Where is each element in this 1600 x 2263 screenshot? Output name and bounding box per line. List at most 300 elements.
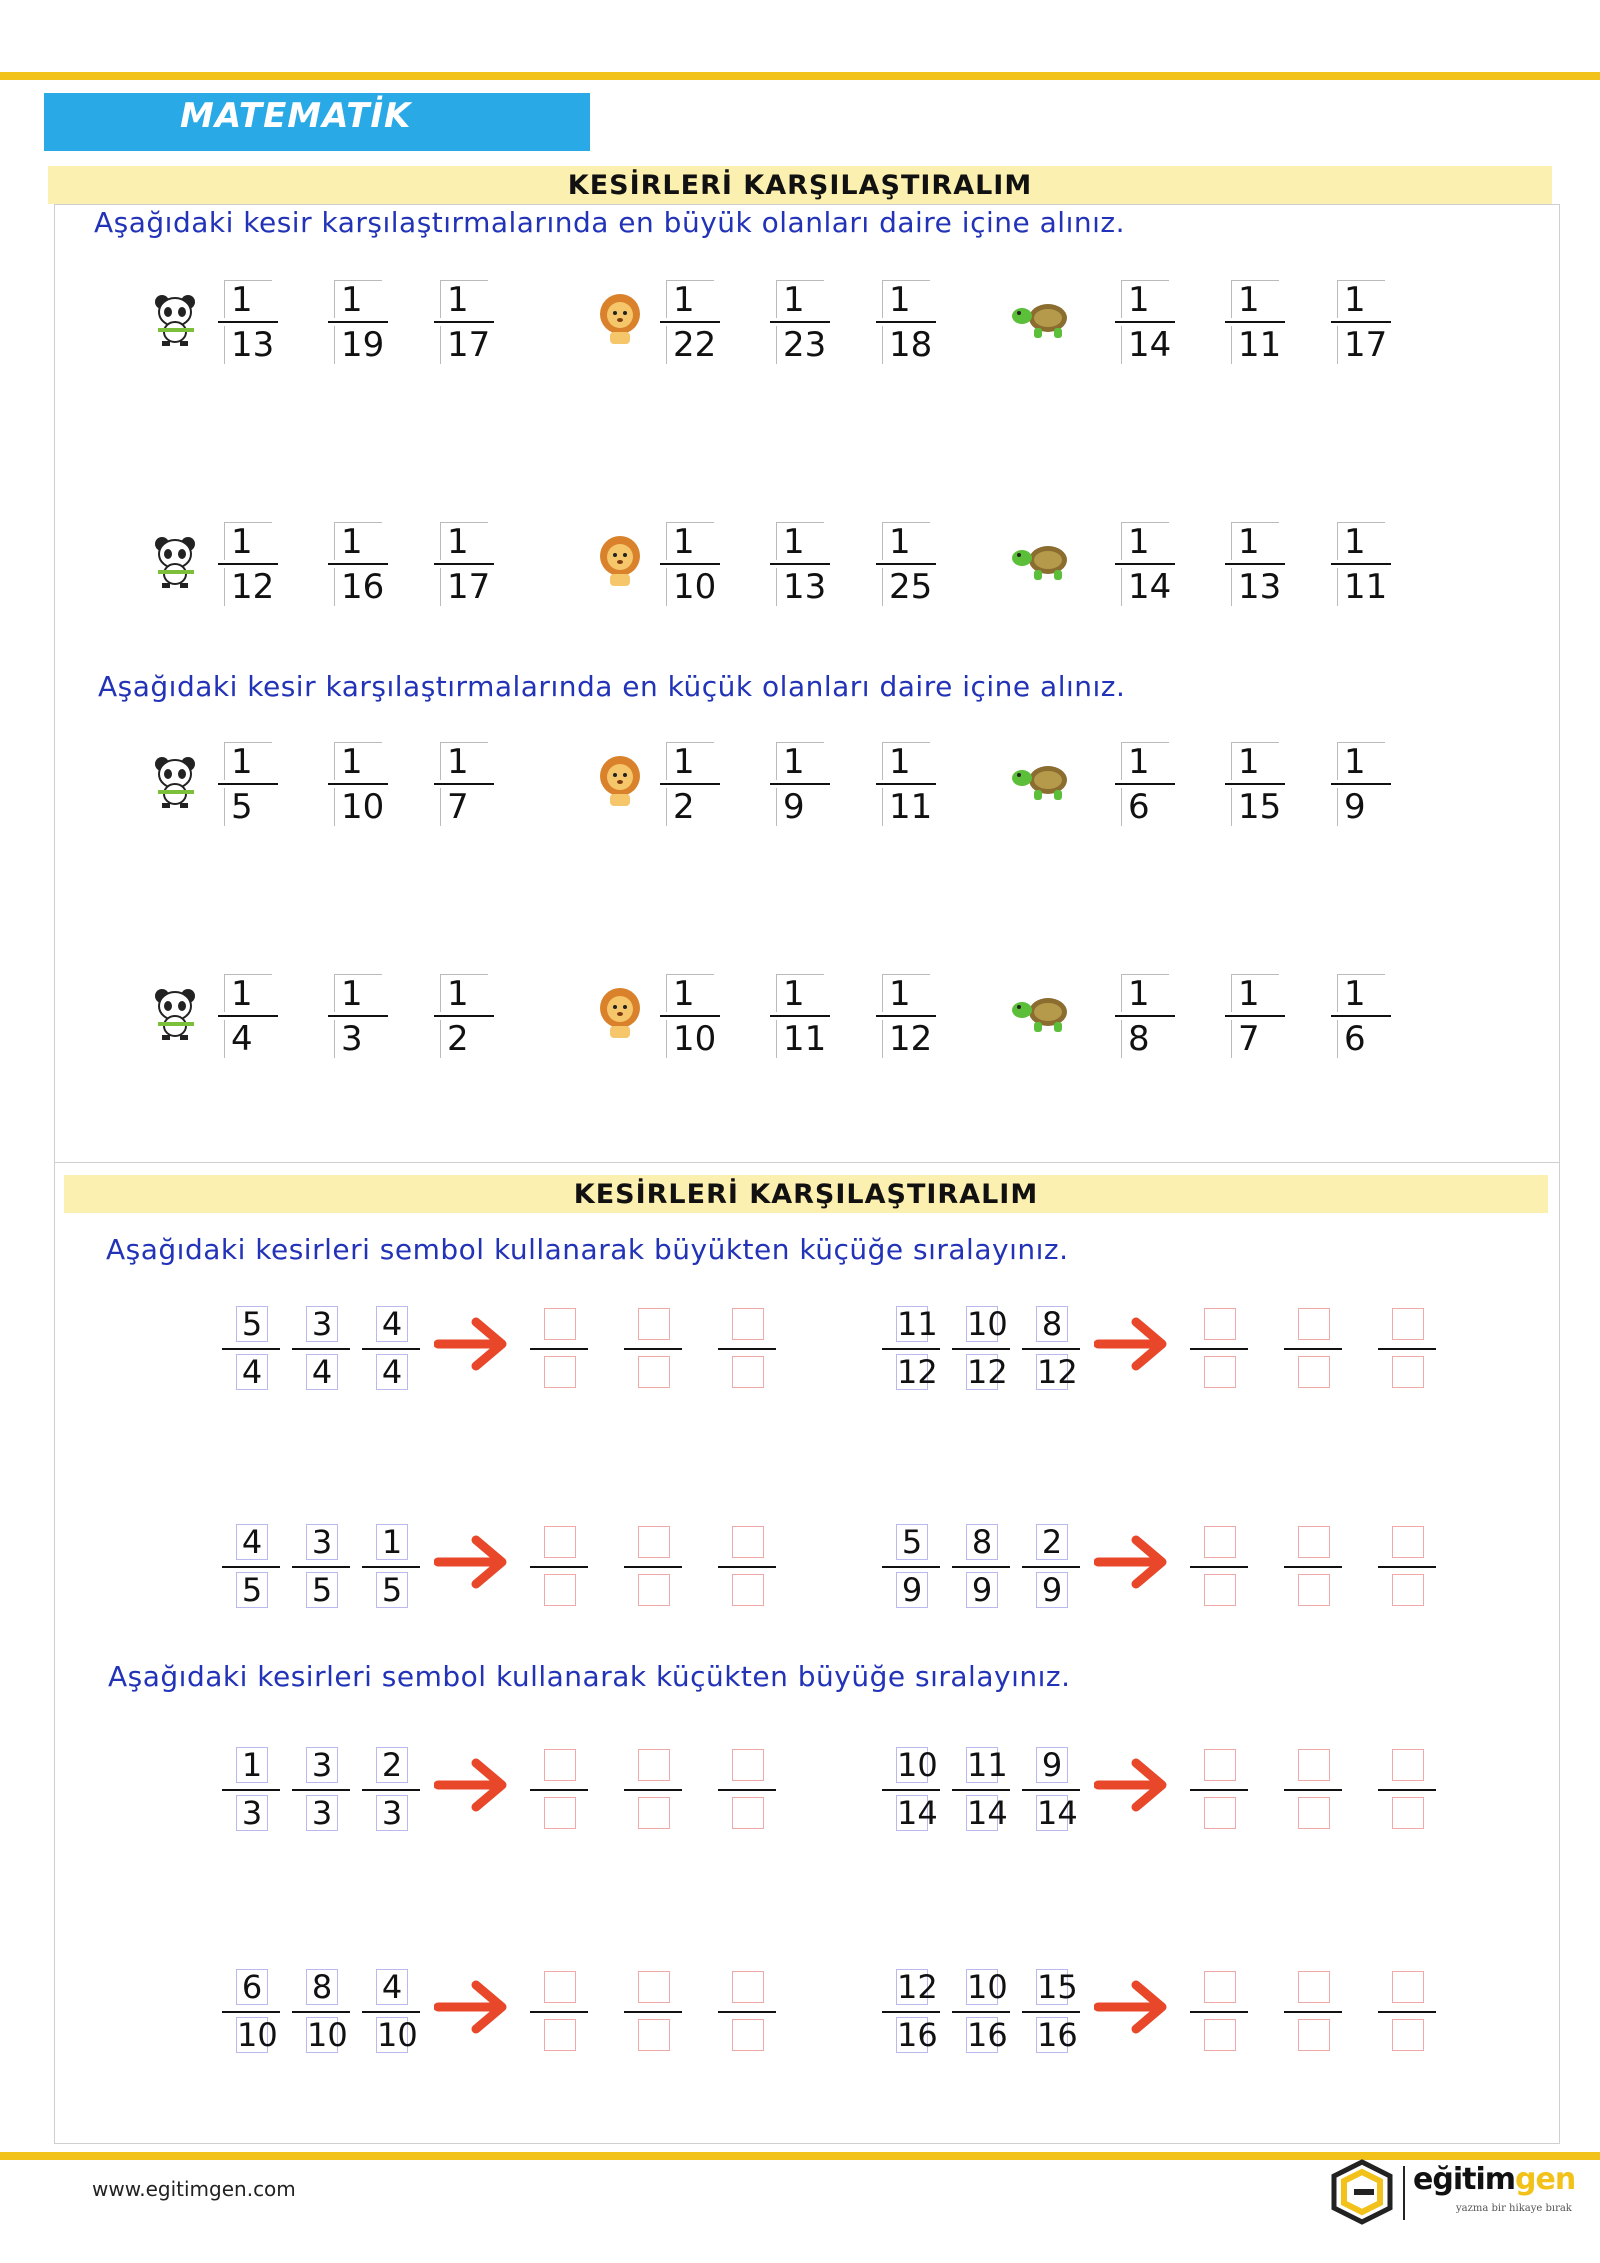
instruction-largest: Aşağıdaki kesir karşılaştırmalarında en büyük olanları daire içine alınız. [94, 206, 1125, 239]
turtle-icon [1010, 750, 1070, 810]
answer-fraction[interactable] [1378, 1304, 1436, 1392]
answer-numerator-box[interactable] [1204, 1971, 1236, 2003]
fraction[interactable] [1225, 972, 1285, 1060]
answer-numerator-box[interactable] [638, 1971, 670, 2003]
answer-denominator-box[interactable] [1298, 1574, 1330, 1606]
numerator: 10 [897, 1746, 938, 1784]
answer-numerator-box[interactable] [1392, 1526, 1424, 1558]
answer-numerator-box[interactable] [1298, 1971, 1330, 2003]
fraction-bar [882, 1348, 940, 1350]
denominator: 18 [882, 326, 930, 364]
fraction [1022, 1967, 1080, 2055]
arrow-right-icon [1094, 1314, 1170, 1374]
answer-numerator-box[interactable] [732, 1526, 764, 1558]
answer-numerator-box[interactable] [1298, 1308, 1330, 1340]
numerator: 1 [776, 280, 824, 318]
denominator: 4 [306, 1354, 338, 1390]
fraction [292, 1967, 350, 2055]
answer-numerator-box[interactable] [1298, 1526, 1330, 1558]
denominator: 17 [1337, 326, 1385, 364]
answer-fraction[interactable] [718, 1522, 776, 1610]
answer-fraction[interactable] [718, 1967, 776, 2055]
fraction [1022, 1304, 1080, 1392]
answer-fraction[interactable] [530, 1967, 588, 2055]
turtle-icon [1010, 982, 1070, 1042]
numerator: 10 [967, 1968, 1008, 2006]
answer-numerator-box[interactable] [732, 1749, 764, 1781]
denominator: 10 [334, 788, 382, 826]
fraction-bar [882, 1566, 940, 1568]
fraction[interactable] [218, 740, 278, 828]
fraction-bar [770, 321, 830, 323]
answer-denominator-box[interactable] [1204, 2019, 1236, 2051]
fraction [882, 1745, 940, 1833]
answer-numerator-box[interactable] [1204, 1308, 1236, 1340]
numerator: 1 [376, 1524, 408, 1560]
denominator: 19 [334, 326, 382, 364]
fraction[interactable] [434, 278, 494, 366]
numerator: 1 [224, 742, 272, 780]
fraction-bar [718, 1566, 776, 1568]
numerator: 1 [440, 280, 488, 318]
denominator: 16 [1037, 2016, 1078, 2054]
answer-fraction[interactable] [718, 1304, 776, 1392]
denominator: 13 [1231, 568, 1279, 606]
answer-fraction[interactable] [624, 1745, 682, 1833]
fraction-bar [328, 783, 388, 785]
denominator: 14 [967, 1794, 1008, 1832]
answer-fraction[interactable] [1284, 1967, 1342, 2055]
numerator: 1 [1231, 974, 1279, 1012]
numerator: 12 [897, 1968, 938, 2006]
fraction[interactable] [328, 520, 388, 608]
fraction-bar [218, 783, 278, 785]
fraction-bar [1190, 1789, 1248, 1791]
numerator: 4 [236, 1524, 268, 1560]
numerator: 1 [440, 742, 488, 780]
numerator: 1 [1337, 974, 1385, 1012]
fraction[interactable] [218, 972, 278, 1060]
answer-fraction[interactable] [624, 1967, 682, 2055]
denominator: 14 [897, 1794, 938, 1832]
answer-denominator-box[interactable] [544, 1797, 576, 1829]
fraction-bar [1115, 783, 1175, 785]
arrow-right-icon [434, 1532, 510, 1592]
denominator: 10 [666, 1020, 714, 1058]
denominator: 5 [224, 788, 272, 826]
numerator: 1 [236, 1747, 268, 1783]
fraction-bar [1284, 2011, 1342, 2013]
answer-denominator-box[interactable] [1392, 2019, 1424, 2051]
fraction[interactable] [876, 972, 936, 1060]
answer-fraction[interactable] [624, 1522, 682, 1610]
answer-denominator-box[interactable] [1204, 1356, 1236, 1388]
denominator: 12 [224, 568, 272, 606]
fraction-bar [1378, 1566, 1436, 1568]
answer-denominator-box[interactable] [544, 2019, 576, 2051]
fraction-bar [1022, 1348, 1080, 1350]
fraction [1022, 1745, 1080, 1833]
answer-numerator-box[interactable] [1392, 1308, 1424, 1340]
fraction [222, 1967, 280, 2055]
denominator: 4 [224, 1020, 272, 1058]
fraction[interactable] [1225, 740, 1285, 828]
answer-denominator-box[interactable] [638, 1356, 670, 1388]
answer-fraction[interactable] [1378, 1967, 1436, 2055]
fraction-bar [292, 1566, 350, 1568]
denominator: 9 [1036, 1572, 1068, 1608]
numerator: 1 [1337, 742, 1385, 780]
answer-fraction[interactable] [530, 1304, 588, 1392]
fraction-bar [530, 1566, 588, 1568]
denominator: 9 [966, 1572, 998, 1608]
answer-fraction[interactable] [530, 1522, 588, 1610]
denominator: 23 [776, 326, 824, 364]
answer-denominator-box[interactable] [1392, 1574, 1424, 1606]
fraction-bar [876, 321, 936, 323]
section-2-title: KESİRLERİ KARŞILAŞTIRALIM [64, 1175, 1548, 1213]
denominator: 10 [237, 2016, 278, 2054]
numerator: 1 [334, 280, 382, 318]
fraction-bar [1284, 1789, 1342, 1791]
fraction-bar [1225, 783, 1285, 785]
fraction-bar [362, 1789, 420, 1791]
answer-numerator-box[interactable] [1298, 1749, 1330, 1781]
fraction-bar [952, 1789, 1010, 1791]
numerator: 8 [306, 1969, 338, 2005]
numerator: 8 [1036, 1306, 1068, 1342]
fraction-bar [952, 1348, 1010, 1350]
numerator: 1 [882, 974, 930, 1012]
fraction-bar [770, 1015, 830, 1017]
denominator: 14 [1121, 326, 1169, 364]
fraction[interactable] [660, 740, 720, 828]
numerator: 1 [334, 742, 382, 780]
subject-title: MATEMATİK [180, 96, 412, 136]
denominator: 10 [666, 568, 714, 606]
fraction[interactable] [328, 740, 388, 828]
denominator: 3 [306, 1795, 338, 1831]
answer-numerator-box[interactable] [732, 1308, 764, 1340]
fraction-bar [434, 1015, 494, 1017]
panda-icon [148, 530, 208, 590]
answer-denominator-box[interactable] [1298, 1797, 1330, 1829]
numerator: 1 [334, 522, 382, 560]
answer-denominator-box[interactable] [544, 1356, 576, 1388]
fraction [882, 1967, 940, 2055]
denominator: 9 [896, 1572, 928, 1608]
fraction[interactable] [1115, 740, 1175, 828]
fraction-bar [434, 783, 494, 785]
answer-fraction[interactable] [1284, 1522, 1342, 1610]
denominator: 9 [776, 788, 824, 826]
numerator: 1 [882, 742, 930, 780]
fraction [222, 1745, 280, 1833]
denominator: 12 [1037, 1353, 1078, 1391]
answer-denominator-box[interactable] [732, 1356, 764, 1388]
numerator: 1 [776, 522, 824, 560]
turtle-icon [1010, 288, 1070, 348]
numerator: 1 [1231, 280, 1279, 318]
fraction-bar [624, 1789, 682, 1791]
fraction[interactable] [328, 278, 388, 366]
fraction[interactable] [1225, 520, 1285, 608]
answer-numerator-box[interactable] [544, 1971, 576, 2003]
answer-denominator-box[interactable] [1392, 1797, 1424, 1829]
numerator: 15 [1037, 1968, 1078, 2006]
numerator: 1 [440, 974, 488, 1012]
answer-fraction[interactable] [1190, 1745, 1248, 1833]
numerator: 2 [376, 1747, 408, 1783]
fraction[interactable] [1331, 740, 1391, 828]
fraction[interactable] [660, 278, 720, 366]
answer-numerator-box[interactable] [1392, 1749, 1424, 1781]
fraction-bar [624, 2011, 682, 2013]
fraction-bar [660, 783, 720, 785]
answer-numerator-box[interactable] [1204, 1749, 1236, 1781]
answer-numerator-box[interactable] [544, 1526, 576, 1558]
answer-fraction[interactable] [1190, 1522, 1248, 1610]
numerator: 4 [376, 1969, 408, 2005]
denominator: 11 [1231, 326, 1279, 364]
answer-fraction[interactable] [1378, 1745, 1436, 1833]
numerator: 9 [1036, 1747, 1068, 1783]
numerator: 5 [236, 1306, 268, 1342]
answer-numerator-box[interactable] [544, 1749, 576, 1781]
lion-icon [590, 750, 650, 810]
fraction-bar [530, 1348, 588, 1350]
fraction[interactable] [218, 278, 278, 366]
denominator: 10 [307, 2016, 348, 2054]
denominator: 6 [1121, 788, 1169, 826]
fraction-bar [1022, 1789, 1080, 1791]
footer-url[interactable]: www.egitimgen.com [92, 2177, 296, 2201]
denominator: 12 [967, 1353, 1008, 1391]
fraction-bar [1284, 1566, 1342, 1568]
fraction [882, 1304, 940, 1392]
answer-fraction[interactable] [1190, 1967, 1248, 2055]
answer-numerator-box[interactable] [1392, 1971, 1424, 2003]
denominator: 5 [236, 1572, 268, 1608]
answer-fraction[interactable] [1284, 1304, 1342, 1392]
fraction [882, 1522, 940, 1610]
fraction [362, 1745, 420, 1833]
instruction-smallest: Aşağıdaki kesir karşılaştırmalarında en küçük olanları daire içine alınız. [98, 670, 1126, 703]
fraction-bar [1115, 321, 1175, 323]
fraction [1022, 1522, 1080, 1610]
denominator: 15 [1231, 788, 1279, 826]
fraction[interactable] [660, 972, 720, 1060]
denominator: 7 [1231, 1020, 1279, 1058]
denominator: 2 [440, 1020, 488, 1058]
numerator: 1 [666, 742, 714, 780]
answer-fraction[interactable] [1378, 1522, 1436, 1610]
denominator: 16 [334, 568, 382, 606]
arrow-right-icon [434, 1314, 510, 1374]
numerator: 1 [224, 522, 272, 560]
denominator: 5 [376, 1572, 408, 1608]
denominator: 22 [666, 326, 714, 364]
fraction[interactable] [1331, 278, 1391, 366]
fraction[interactable] [328, 972, 388, 1060]
fraction-bar [1331, 783, 1391, 785]
fraction-bar [876, 783, 936, 785]
fraction[interactable] [660, 520, 720, 608]
fraction-bar [660, 1015, 720, 1017]
numerator: 1 [1337, 522, 1385, 560]
fraction [952, 1304, 1010, 1392]
arrow-right-icon [1094, 1755, 1170, 1815]
denominator: 17 [440, 326, 488, 364]
fraction-bar [718, 1789, 776, 1791]
answer-numerator-box[interactable] [638, 1526, 670, 1558]
fraction[interactable] [876, 740, 936, 828]
lion-icon [590, 530, 650, 590]
fraction [952, 1967, 1010, 2055]
fraction[interactable] [1331, 520, 1391, 608]
fraction [292, 1304, 350, 1392]
numerator: 1 [776, 974, 824, 1012]
denominator: 12 [882, 1020, 930, 1058]
fraction-bar [530, 2011, 588, 2013]
denominator: 9 [1337, 788, 1385, 826]
answer-denominator-box[interactable] [638, 1797, 670, 1829]
answer-numerator-box[interactable] [544, 1308, 576, 1340]
fraction-bar [1378, 1789, 1436, 1791]
fraction-bar [1190, 1566, 1248, 1568]
numerator: 1 [224, 280, 272, 318]
fraction-bar [222, 2011, 280, 2013]
fraction-bar [718, 2011, 776, 2013]
fraction-bar [660, 563, 720, 565]
numerator: 1 [224, 974, 272, 1012]
fraction-bar [1378, 1348, 1436, 1350]
fraction-bar [718, 1348, 776, 1350]
fraction-bar [770, 783, 830, 785]
fraction[interactable] [770, 278, 830, 366]
fraction[interactable] [770, 520, 830, 608]
denominator: 7 [440, 788, 488, 826]
fraction-bar [1225, 1015, 1285, 1017]
fraction-bar [222, 1789, 280, 1791]
fraction-bar [1225, 321, 1285, 323]
answer-fraction[interactable] [530, 1745, 588, 1833]
answer-denominator-box[interactable] [732, 1797, 764, 1829]
fraction-bar [434, 321, 494, 323]
instruction-descending: Aşağıdaki kesirleri sembol kullanarak büyükten küçüğe sıralayınız. [106, 1233, 1069, 1266]
fraction[interactable] [434, 972, 494, 1060]
fraction[interactable] [1225, 278, 1285, 366]
fraction [362, 1304, 420, 1392]
fraction-bar [292, 1789, 350, 1791]
answer-denominator-box[interactable] [638, 1574, 670, 1606]
arrow-right-icon [1094, 1977, 1170, 2037]
answer-denominator-box[interactable] [1204, 1574, 1236, 1606]
numerator: 3 [306, 1306, 338, 1342]
fraction-bar [1190, 1348, 1248, 1350]
answer-denominator-box[interactable] [732, 1574, 764, 1606]
arrow-right-icon [1094, 1532, 1170, 1592]
fraction-bar [624, 1348, 682, 1350]
arrow-right-icon [434, 1755, 510, 1815]
answer-numerator-box[interactable] [638, 1308, 670, 1340]
denominator: 3 [334, 1020, 382, 1058]
fraction[interactable] [1115, 278, 1175, 366]
numerator: 1 [882, 522, 930, 560]
denominator: 4 [376, 1354, 408, 1390]
fraction-bar [1378, 2011, 1436, 2013]
lion-icon [590, 288, 650, 348]
answer-fraction[interactable] [1190, 1304, 1248, 1392]
answer-numerator-box[interactable] [1204, 1526, 1236, 1558]
fraction [292, 1745, 350, 1833]
section-1-title: KESİRLERİ KARŞILAŞTIRALIM [48, 166, 1552, 204]
answer-denominator-box[interactable] [638, 2019, 670, 2051]
answer-fraction[interactable] [1284, 1745, 1342, 1833]
denominator: 14 [1037, 1794, 1078, 1832]
denominator: 4 [236, 1354, 268, 1390]
denominator: 11 [1337, 568, 1385, 606]
panda-icon [148, 750, 208, 810]
fraction[interactable] [1115, 520, 1175, 608]
numerator: 11 [967, 1746, 1008, 1784]
fraction-bar [362, 1566, 420, 1568]
fraction-bar [328, 321, 388, 323]
answer-denominator-box[interactable] [1298, 2019, 1330, 2051]
numerator: 8 [966, 1524, 998, 1560]
denominator: 16 [967, 2016, 1008, 2054]
denominator: 13 [776, 568, 824, 606]
answer-denominator-box[interactable] [1298, 1356, 1330, 1388]
answer-denominator-box[interactable] [1204, 1797, 1236, 1829]
numerator: 3 [306, 1747, 338, 1783]
fraction-bar [1331, 321, 1391, 323]
numerator: 4 [376, 1306, 408, 1342]
fraction-bar [1331, 563, 1391, 565]
numerator: 10 [967, 1305, 1008, 1343]
fraction[interactable] [876, 520, 936, 608]
answer-denominator-box[interactable] [1392, 1356, 1424, 1388]
answer-numerator-box[interactable] [638, 1749, 670, 1781]
fraction-bar [328, 1015, 388, 1017]
numerator: 2 [1036, 1524, 1068, 1560]
fraction-bar [362, 2011, 420, 2013]
answer-numerator-box[interactable] [732, 1971, 764, 2003]
fraction-bar [882, 2011, 940, 2013]
fraction[interactable] [434, 740, 494, 828]
numerator: 11 [897, 1305, 938, 1343]
fraction[interactable] [1115, 972, 1175, 1060]
fraction[interactable] [218, 520, 278, 608]
numerator: 1 [1337, 280, 1385, 318]
fraction-bar [1022, 2011, 1080, 2013]
fraction[interactable] [770, 972, 830, 1060]
denominator: 11 [882, 788, 930, 826]
fraction[interactable] [876, 278, 936, 366]
answer-fraction[interactable] [624, 1304, 682, 1392]
denominator: 14 [1121, 568, 1169, 606]
fraction[interactable] [434, 520, 494, 608]
fraction-bar [218, 563, 278, 565]
fraction[interactable] [1331, 972, 1391, 1060]
denominator: 25 [882, 568, 930, 606]
fraction [222, 1304, 280, 1392]
answer-denominator-box[interactable] [732, 2019, 764, 2051]
fraction[interactable] [770, 740, 830, 828]
answer-fraction[interactable] [718, 1745, 776, 1833]
answer-denominator-box[interactable] [544, 1574, 576, 1606]
denominator: 3 [236, 1795, 268, 1831]
